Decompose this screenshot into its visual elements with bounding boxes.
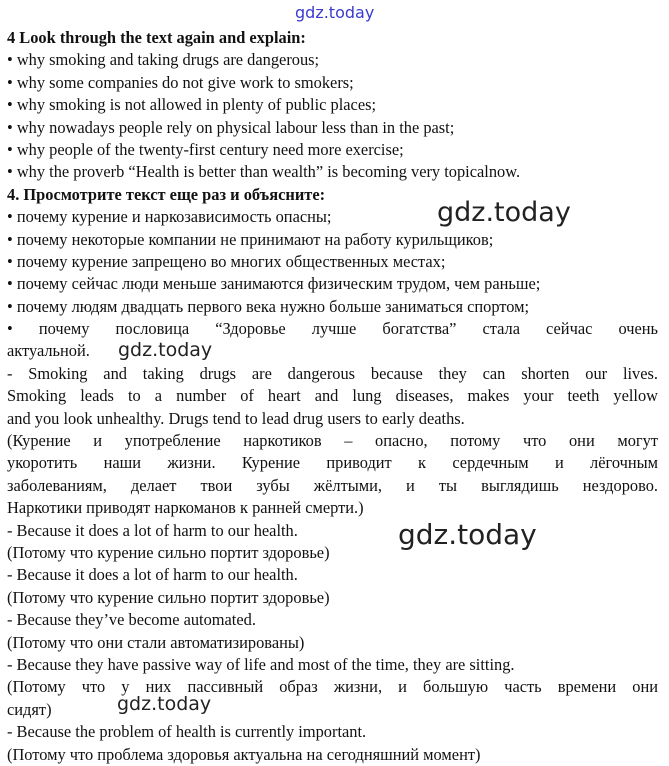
answer-6-ru: (Потому что проблема здоровья актуальна на сегодняшний момент) xyxy=(7,744,481,764)
watermark: gdz.today xyxy=(437,197,571,228)
answer-5-ru: (Потому что у них пассивный образ жизни, и большую часть времени они xyxy=(7,677,658,697)
watermark: gdz.today xyxy=(118,339,213,361)
answer-1-ru: заболеваниям, делает твои зубы жёлтыми, и ты выглядишь нездорово. xyxy=(7,475,658,495)
answer-6-en: - Because the problem of health is currently important. xyxy=(7,722,367,742)
answer-2-ru: (Потому что курение сильно портит здоровье) xyxy=(7,542,330,562)
answer-1-ru: (Курение и употребление наркотиков – опасно, потому что они могут xyxy=(7,431,658,451)
task-en-item: • why the proverb “Health is better than wealth” is becoming very topicalnow. xyxy=(7,161,658,183)
document-body xyxy=(7,27,658,766)
task-ru-item: • почему некоторые компании не принимают на работу курильщиков; xyxy=(7,229,658,251)
task-ru-item: • почему курение запрещено во многих общественных местах; xyxy=(7,251,658,273)
watermark: gdz.today xyxy=(398,518,537,551)
task-en-heading: 4 Look through the text again and explain: xyxy=(7,28,306,47)
watermark: gdz.today xyxy=(117,693,212,715)
answer-1-en: and you look unhealthy. Drugs tend to lead drug users to early deaths. xyxy=(7,408,465,428)
answer-3-ru: (Потому что курение сильно портит здоровье) xyxy=(7,587,330,607)
task-en-item: • why some companies do not give work to smokers; xyxy=(7,72,658,94)
answer-4-en: - Because they’ve become automated. xyxy=(7,610,256,630)
answer-1-ru: укоротить наши жизни. Курение приводит к сердечным и лёгочным xyxy=(7,453,658,473)
task-en-item: • why nowadays people rely on physical labour less than in the past; xyxy=(7,117,658,139)
task-ru-item-last-cont: актуальной. xyxy=(7,341,90,361)
answer-1-en: - Smoking and taking drugs are dangerous because they can shorten our lives. xyxy=(7,363,658,383)
task-ru-item: • почему людям двадцать первого века нужно больше заниматься спортом; xyxy=(7,296,658,318)
task-ru-item: • почему сейчас люди меньше занимаются физическим трудом, чем раньше; xyxy=(7,273,658,295)
answer-4-ru: (Потому что они стали автоматизированы) xyxy=(7,632,305,652)
task-en-item: • why smoking is not allowed in plenty of public places; xyxy=(7,94,658,116)
task-en-item: • why people of the twenty-first century need more exercise; xyxy=(7,139,658,161)
answer-1-en: Smoking leads to a number of heart and lung diseases, makes your teeth yellow xyxy=(7,386,658,406)
task-ru-heading: 4. Просмотрите текст еще раз и объясните: xyxy=(7,184,326,204)
watermark-top: gdz.today xyxy=(295,3,375,22)
task-ru-item-last: • почему пословица “Здоровье лучше богатства” стала сейчас очень xyxy=(7,318,658,340)
task-en-item: • why smoking and taking drugs are dangerous; xyxy=(7,49,658,71)
answer-2-en: - Because it does a lot of harm to our health. xyxy=(7,520,298,540)
answer-5-en: - Because they have passive way of life and most of the time, they are sitting. xyxy=(7,654,515,674)
answer-1-ru: Наркотики приводят наркоманов к ранней смерти.) xyxy=(7,498,364,518)
task-ru-item: • почему курение и наркозависимость опасны; xyxy=(7,206,658,228)
answer-5-ru: сидят) xyxy=(7,699,52,719)
answer-3-en: - Because it does a lot of harm to our health. xyxy=(7,565,298,585)
